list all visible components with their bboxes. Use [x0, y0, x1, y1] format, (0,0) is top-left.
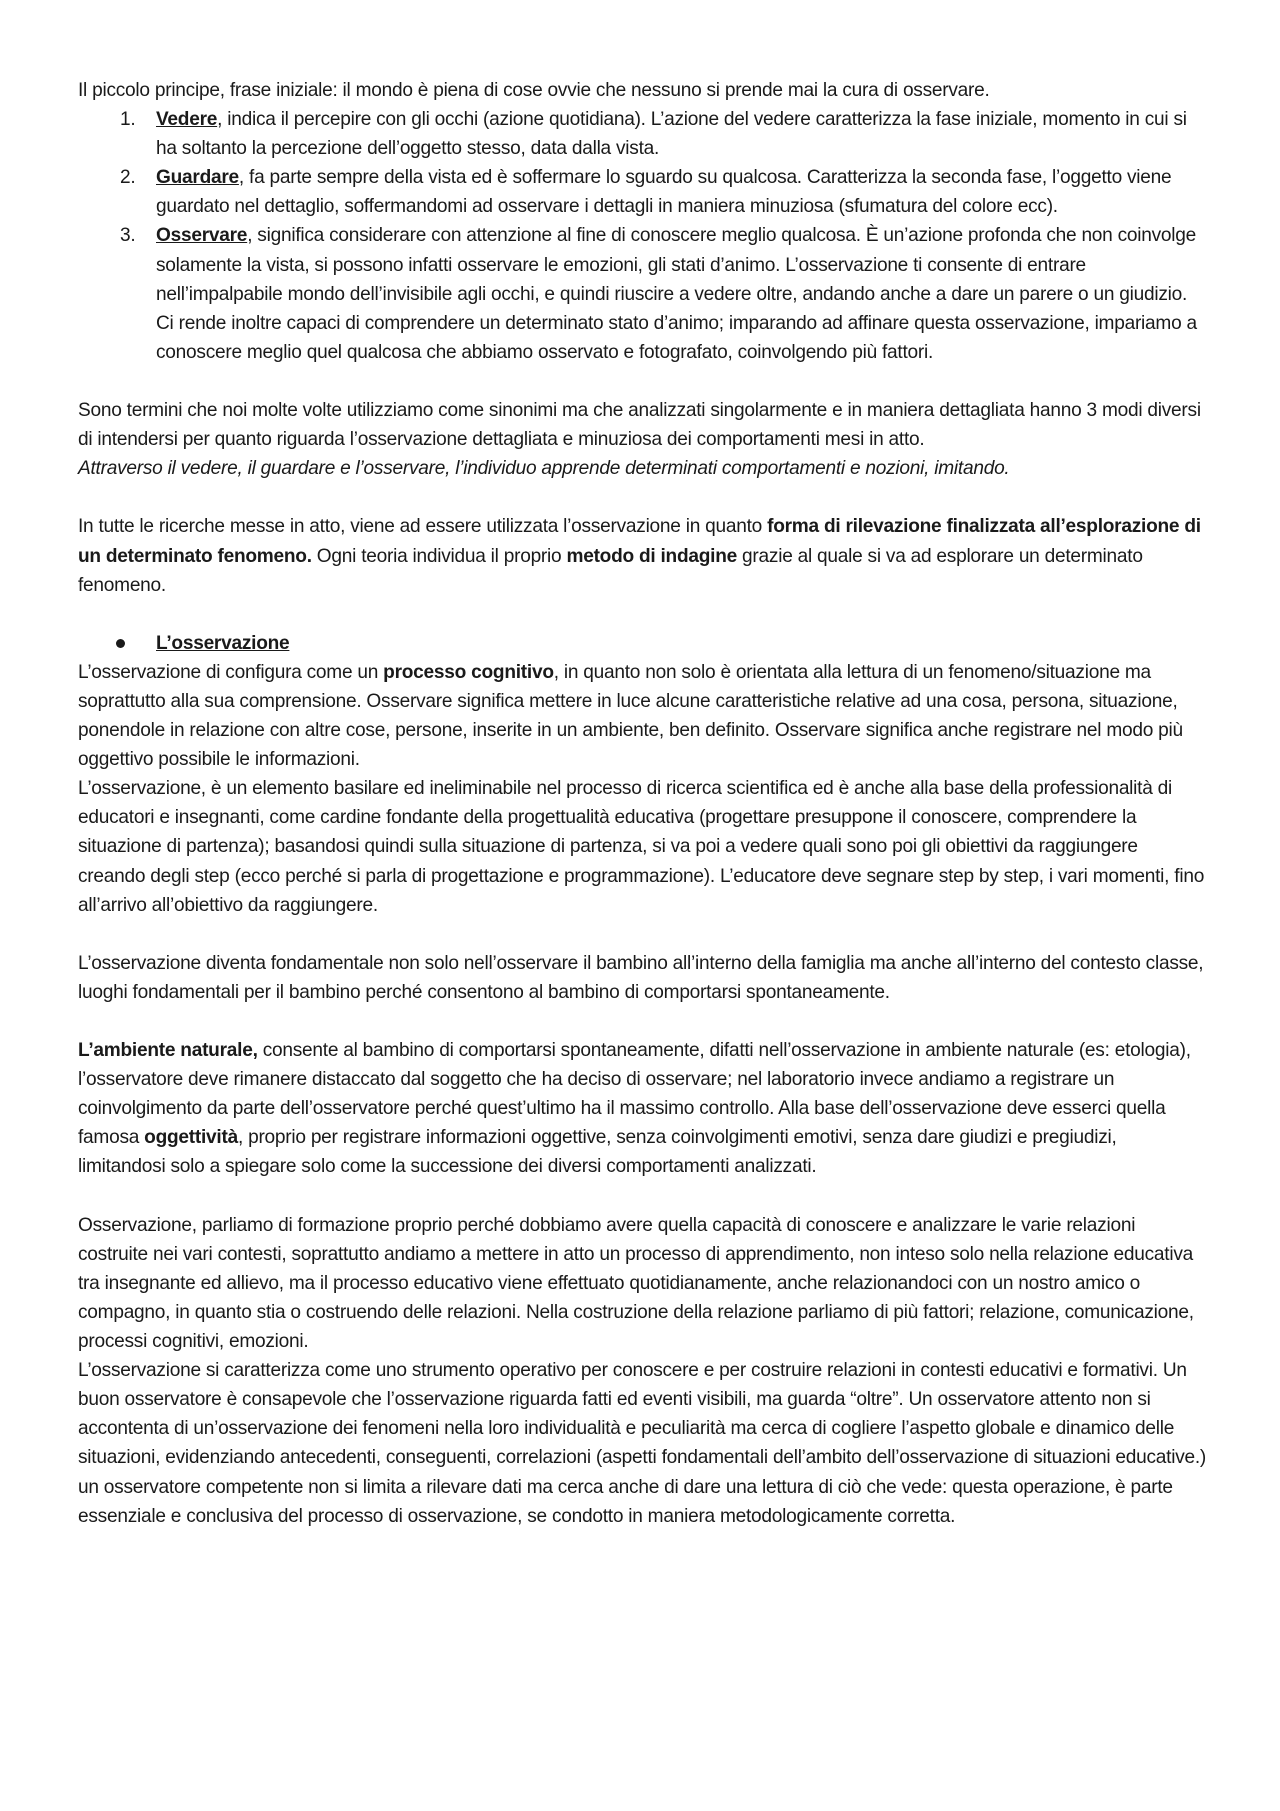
list-text: , significa considerare con attenzione al fine di conoscere meglio qualcosa. È un’azione profonda che non coinvolge solamente la vista, si possono infatti osservare le emozioni, gli stati d’animo. L’osservazione ti consente di entrare nell’impalpabile mondo dell’invisibile agli occhi, e quindi riuscire a vedere oltre, andando anche a dare un parere o un giudizio. Ci rende inoltre capaci di comprendere un determinato stato d’animo; imparando ad affinare questa osservazione, impariamo a conoscere meglio quel qualcosa che abbiamo osservato e fotografato, coinvolgendo più fattori.	[156, 225, 1197, 363]
sinonimi-paragraph: Sono termini che noi molte volte utilizziamo come sinonimi ma che analizzati singolarmente e in maniera dettagliata hanno 3 modi diversi di intendersi per quanto riguarda l’osservazione dettagliata e minuziosa dei comportamenti mesi in atto.	[78, 400, 1201, 451]
list-text: , indica il percepire con gli occhi (azione quotidiana). L’azione del vedere caratterizza la fase iniziale, momento in cui si ha soltanto la percezione dell’oggetto stesso, data dalla vista.	[156, 109, 1187, 160]
intro-paragraph: Il piccolo principe, frase iniziale: il mondo è piena di cose ovvie che nessuno si prende mai la cura di osservare.	[78, 80, 990, 101]
spacer	[78, 483, 1208, 512]
list-item	[78, 221, 1208, 366]
bold-run: forma di rilevazione finalizzata all’esplorazione di un determinato fenomeno.	[78, 516, 1201, 567]
bold-run: L’ambiente naturale,	[78, 1040, 258, 1062]
text-run: L’osservazione di configura come un	[78, 661, 384, 683]
text-run: , proprio per registrare informazioni oggettive, senza coinvolgimenti emotivi, senza dare giudizi e pregiudizi, limitandosi solo a spiegare solo come la successione dei diversi comportamenti analizzati.	[78, 1127, 1117, 1178]
bold-run: processo cognitivo	[383, 661, 554, 683]
bold-run: oggettività	[144, 1127, 238, 1149]
spacer	[78, 1182, 1208, 1211]
text-run: In tutte le ricerche messe in atto, viene ad essere utilizzata l’osservazione in quanto	[78, 516, 768, 538]
section-heading: L’osservazione	[156, 632, 290, 654]
document-page	[78, 76, 1208, 1531]
italic-paragraph	[78, 454, 1208, 483]
processo-paragraph	[78, 658, 1208, 774]
list-term: Guardare	[156, 167, 239, 189]
list-text: , fa parte sempre della vista ed è soffermare lo sguardo su qualcosa. Caratterizza la seconda fase, l’oggetto viene guardato nel dettaglio, soffermandomi ad osservare i dettagli in maniera minuziosa (sfumatura del colore ecc).	[156, 167, 1172, 218]
numbered-list	[78, 105, 1208, 367]
strumento-paragraph: L’osservazione si caratterizza come uno strumento operativo per conoscere e per costruire relazioni in contesti educativi e formativi. Un buon osservatore è consapevole che l’osservazione riguarda fatti ed eventi visibili, ma guarda “oltre”. Un osservatore attento non si accontenta di un’osservazione dei fenomeni nella loro individualità e peculiarità ma cerca di cogliere l’aspetto globale e dinamico delle situazioni, evidenziando antecedenti, conseguenti, correlazioni (aspetti fondamentali dell’ambito dell’osservazione di situazioni educative.) un osservatore competente non si limita a rilevare dati ma cerca anche di dare una lettura di ciò che vede: questa operazione, è parte essenziale e conclusiva del processo di osservazione, se condotto in maniera metodologicamente corretta.	[78, 1360, 1207, 1527]
list-term: Osservare	[156, 225, 248, 247]
section-heading-row	[78, 629, 1208, 658]
formazione-paragraph: Osservazione, parliamo di formazione proprio perché dobbiamo avere quella capacità di conoscere e analizzare le varie relazioni costruite nei vari contesti, soprattutto andiamo a mettere in atto un processo di apprendimento, non inteso solo nella relazione educativa tra insegnante ed allievo, ma il processo educativo viene effettuato quotidianamente, anche relazionandoci con un nostro amico o compagno, in quanto stia o costruendo delle relazioni. Nella costruzione della relazione parliamo di più fattori; relazione, comunicazione, processi cognitivi, emozioni.	[78, 1214, 1194, 1353]
text-run: consente al bambino di comportarsi spontaneamente, difatti nell’osservazione in ambiente naturale (es: etologia), l’osservatore deve rimanere distaccato dal soggetto che ha deciso di osservare; nel laboratorio invece andiamo a registrare un coinvolgimento da parte dell’osservatore perché quest’ultimo ha il massimo controllo. Alla base dell’osservazione deve esserci quella famosa	[78, 1040, 1191, 1149]
text-run: grazie al quale si va ad esplorare un determinato fenomeno.	[78, 545, 1143, 596]
text-run: , in quanto non solo è orientata alla lettura di un fenomeno/situazione ma soprattutto alla sua comprensione. Osservare significa mettere in luce alcune caratteristiche relative ad una cosa, persona, situazione, ponendole in relazione con altre cose, persone, inserite in un ambiente, ben definito. Osservare significa anche registrare nel modo più oggettivo possibile le informazioni.	[78, 661, 1183, 771]
list-term: Vedere	[156, 109, 218, 131]
spacer	[78, 920, 1208, 949]
famiglia-paragraph: L’osservazione diventa fondamentale non solo nell’osservare il bambino all’interno della famiglia ma anche all’interno del contesto classe, luoghi fondamentali per il bambino perché consentono al bambino di comportarsi spontaneamente.	[78, 952, 1204, 1003]
text-run: Ogni teoria individua il proprio	[311, 545, 567, 567]
spacer	[78, 1007, 1208, 1036]
list-number: 1.	[120, 109, 136, 131]
bold-run: metodo di indagine	[566, 545, 737, 567]
ambiente-paragraph	[78, 1036, 1208, 1181]
italic-text: Attraverso il vedere, il guardare e l’osservare, l’individuo apprende determinati comportamenti e nozioni, imitando.	[78, 458, 1010, 480]
basilare-paragraph: L’osservazione, è un elemento basilare ed ineliminabile nel processo di ricerca scientifica ed è anche alla base della professionalità di educatori e insegnanti, come cardine fondante della progettualità educativa (progettare presuppone il conoscere, comprendere la situazione di partenza); basandosi quindi sulla situazione di partenza, si va poi a vedere quali sono poi gli obiettivi da raggiungere creando degli step (ecco perché si parla di progettazione e programmazione). L’educatore deve segnare step by step, i vari momenti, fino all’arrivo all’obiettivo da raggiungere.	[78, 778, 1205, 916]
spacer	[78, 600, 1208, 629]
list-item	[78, 105, 1208, 163]
list-number: 3.	[120, 225, 136, 247]
ricerche-paragraph	[78, 512, 1208, 599]
bullet-icon	[116, 639, 125, 648]
list-number: 2.	[120, 167, 136, 189]
list-item	[78, 163, 1208, 221]
spacer	[78, 367, 1208, 396]
